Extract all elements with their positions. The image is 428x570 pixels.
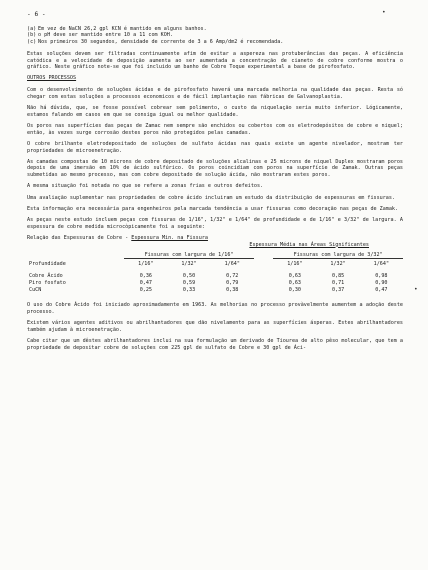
list-text: Nos primeiros 30 segundos, densidade de corrente de 3 a 6 Amp/dm2 é recomendada. [38, 39, 284, 46]
table-row [27, 273, 403, 280]
table-title [27, 235, 403, 242]
column-header: 1/16" [138, 261, 154, 268]
table-column-header-row [27, 259, 403, 273]
table-row [27, 280, 403, 287]
paragraph-cabe: Cabe citar que um dêstes abrilhantadores inclui na sua formulação um derivado de Tiourea de alto pêso molecular, que tem a propriedade de depositar cobre de soluções com 225 gpl de sulfato de Cobre e 30 gpl de Áci- [27, 338, 403, 351]
table-cell: 0,71 [331, 279, 345, 286]
table-cell: 0,36 [139, 273, 152, 280]
paragraph-agentes: Existem vários agentes aditivos ou abrilhantadores que dão nivelamento para as superfícies ásperas. Estes abrilhantadores também ajudam à microenetração. [27, 320, 403, 333]
column-header: 1/64" [373, 261, 390, 268]
list-item [27, 39, 403, 46]
row-label: Piro fosfato [29, 279, 66, 286]
table-cell: 0,38 [226, 286, 239, 293]
paragraph-brilhante: O cobre brilhante eletrodepositado de soluções de sulfato ácidas nas quais existe um agente nivelador, mostram ter propriedades de microenetração. [27, 140, 403, 154]
paragraph-filtradas: Estas soluções devem ser filtradas continuamente afim de evitar a aspereza nas protuberâncias das peças. A eficiência catódica e a velocidade de deposição aumenta ao ser aumentada a concentração de cianeto de cobre conforme mostra o gráfico. Neste gráfico note-se que foi incluido um banho de Cobre Toque experimental a base de pirofosfato. [27, 50, 403, 71]
column-header: 1/32" [330, 261, 346, 268]
binder-mark: • [414, 286, 418, 293]
table-cell: 0,63 [288, 279, 302, 286]
paragraph-mesma: A mesma situação foi notada no que se refere a zonas frias e outros defeitos. [27, 183, 264, 190]
table-cell: 0,79 [226, 279, 239, 286]
table-cell: 0,50 [182, 273, 196, 280]
paragraph-desenvolvimento: Com o desenvolvimento de soluções ácidas e de pirofosfato haverá uma marcada melhoria na qualidade das peças. Resta só chegar com estas soluções a processos economicos e de fácil implantação nas fábricas de Galvanoplastia. [27, 87, 403, 100]
binder-mark: • [382, 9, 386, 16]
table-group-header-row [27, 252, 403, 259]
paragraph-camadas: As camadas compostas de 10 microns de cobre depositado de soluções alcalinas e 25 microns de niquel Duplex mostraram poros depois de uma imersão em 10% de ácido sulfúrico. Os poros coincidiam com poros na superfície de Zamak. Outras peças submetidas ao mesmo processo, mas com cobre depositado de solução ácida, não mostraram estes poros. [27, 158, 403, 179]
notes-list [27, 26, 403, 46]
column-header: 1/16" [287, 261, 303, 268]
list-marker: (b) [27, 32, 37, 39]
list-item [27, 26, 403, 33]
row-label: Cobre Ácido [29, 273, 63, 280]
page-number: - 6 - [27, 11, 46, 18]
row-label: CuCN [29, 286, 42, 293]
paragraph-pecas: As peças neste estudo incluem peças com fissuras de 1/16", 1/32" e 1/64" de profundidade e de 1/16" e 3/32" de largura. A espessura de cobre medida microcòpicamente foi a seguinte: [27, 216, 403, 230]
list-text: o pH deve ser mantido entre 10 a 11 com KOH. [38, 32, 173, 39]
table-cell: 0,33 [182, 286, 196, 293]
document-page [27, 9, 403, 356]
group-header-3-32: Fissuras com largura de 3/32" [273, 252, 403, 259]
table-subtitle: Espessura Média nas Áreas Significantes [249, 241, 369, 248]
table-cell: 0,37 [331, 286, 345, 293]
paragraph-informacao: Esta informação era necessária para engenheiros pela marcada tendência a usar fissuras como decoração nas peças de Zamak. [27, 205, 399, 212]
list-marker: (c) [27, 39, 37, 46]
thickness-table [27, 252, 403, 293]
table-cell: 0,59 [182, 279, 196, 286]
group-header-1-16: Fissuras com largura de 1/16" [124, 252, 254, 259]
row-header: Profundidade [29, 261, 66, 268]
table-cell: 0,63 [288, 273, 302, 280]
section-heading: OUTROS PROCESSOS [27, 75, 77, 82]
column-header: 1/32" [181, 261, 197, 268]
table-cell: 0,47 [139, 279, 152, 286]
paragraph-avaliacao: Uma avaliação suplementar nas propriedades de cobre ácido incluiram um estudo da distribuição de espessuras em fissuras. [27, 194, 396, 201]
table-title-prefix: Relação das Espessuras de Cobre - [27, 234, 132, 241]
paragraph-duvida: Não há dúvida, que, se fosse possível cobrear sem polimento, o custo da niquelação seria muito inferior. Lógicamente, estamos falando em casos em que se consiga igual ou melhor qualidade. [27, 105, 403, 118]
table-cell: 0,72 [226, 273, 239, 280]
table-cell: 0,90 [375, 279, 388, 286]
table-cell: 0,30 [288, 286, 302, 293]
table-cell: 0,25 [139, 286, 152, 293]
table-title-underlined: Espessura Min. na Fissura [131, 234, 208, 241]
list-marker: (a) [27, 25, 37, 32]
column-header: 1/64" [224, 261, 240, 268]
table-cell: 0,47 [375, 286, 388, 293]
table-cell: 0,98 [375, 273, 388, 280]
list-text: Em vez de NaCN 26,2 gpl KCN é mantido em alguns banhos. [38, 25, 207, 32]
table-row [27, 287, 403, 294]
paragraph-uso: O uso do Cobre Ácido foi iniciado aproximadamente em 1963. As melhorias no processo provàvelmente aumentem a adoção deste processo. [27, 302, 403, 315]
table-cell: 0,85 [331, 273, 345, 280]
paragraph-poros: Os poros nas superfícies das peças de Zamac nem sempre são enchidos ou cobertos com os eletrodepósitos de cobre e niquel; então, às vezes surge corrosão destes poros não protegidos pelas camadas. [27, 122, 403, 136]
